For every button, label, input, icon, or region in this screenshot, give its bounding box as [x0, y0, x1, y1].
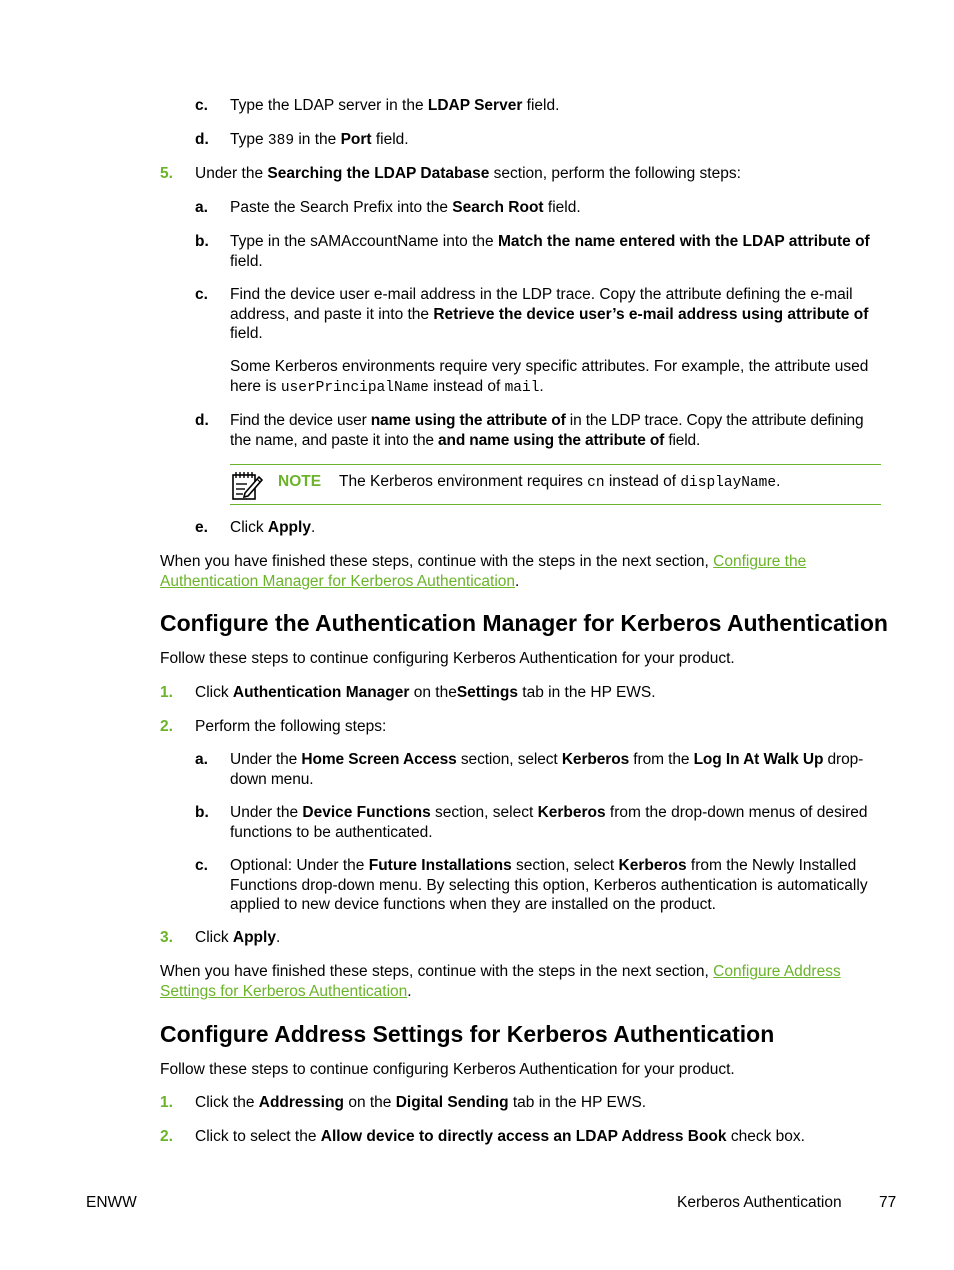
step-text: Under the Home Screen Access section, select Kerberos from the Log In At Walk Up drop-down menu.	[230, 751, 864, 788]
step-text: Perform the following steps:	[195, 718, 387, 735]
step-label: a.	[195, 199, 208, 216]
section-heading: Configure the Authentication Manager for Kerberos Authentication	[160, 610, 888, 636]
step-number: 3.	[160, 929, 173, 946]
step-text: Click the Addressing on the Digital Sending tab in the HP EWS.	[195, 1094, 647, 1111]
step-number: 5.	[160, 165, 173, 182]
step-label: c.	[195, 97, 208, 114]
continue-paragraph: When you have finished these steps, continue with the steps in the next section, Configure Address Settings for Kerberos Authentication.	[160, 963, 841, 1000]
step-paragraph: Some Kerberos environments require very specific attributes. For example, the attribute used here is userPrincipalName instead of mail.	[230, 358, 869, 396]
step-text: Click to select the Allow device to directly access an LDAP Address Book check box.	[195, 1128, 805, 1145]
step-text: Type in the sAMAccountName into the Match the name entered with the LDAP attribute of field.	[230, 233, 870, 270]
footer-left: ENWW	[86, 1194, 137, 1211]
step-text: Find the device user e-mail address in the LDP trace. Copy the attribute defining the e-mail address, and paste it into the Retrieve the device user’s e-mail address using attribute of field.	[230, 286, 869, 342]
note-label: NOTE	[278, 473, 322, 490]
step-text: Click Apply.	[230, 519, 316, 536]
step-text: Paste the Search Prefix into the Search Root field.	[230, 199, 581, 216]
note-text: The Kerberos environment requires cn instead of displayName.	[339, 473, 781, 491]
section-intro: Follow these steps to continue configuring Kerberos Authentication for your product.	[160, 650, 735, 667]
step-text: Type the LDAP server in the LDAP Server field.	[230, 97, 560, 114]
step-label: e.	[195, 519, 208, 536]
section-link-address-settings[interactable]: Configure Address Settings for Kerberos Authentication	[160, 963, 841, 1000]
step-label: b.	[195, 804, 209, 821]
step-number: 1.	[160, 684, 173, 701]
step-label: a.	[195, 751, 208, 768]
step-number: 2.	[160, 1128, 173, 1145]
step-text: Click Authentication Manager on theSettings tab in the HP EWS.	[195, 684, 656, 701]
step-text: Click Apply.	[195, 929, 281, 946]
section-intro: Follow these steps to continue configuring Kerberos Authentication for your product.	[160, 1061, 735, 1078]
step-label: d.	[195, 131, 209, 148]
step-label: c.	[195, 857, 208, 874]
page-number: 77	[879, 1194, 897, 1211]
note-pencil-icon	[230, 468, 264, 502]
continue-paragraph: When you have finished these steps, continue with the steps in the next section, Configure the Authentication Manager for Kerberos Authentication.	[160, 553, 807, 590]
section-heading: Configure Address Settings for Kerberos Authentication	[160, 1021, 775, 1047]
step-text: Under the Searching the LDAP Database section, perform the following steps:	[195, 165, 741, 182]
step-text: Find the device user name using the attribute of in the LDP trace. Copy the attribute defining the name, and paste it into the and name using the attribute of field.	[230, 412, 864, 449]
step-number: 2.	[160, 718, 173, 735]
footer-section-title: Kerberos Authentication	[677, 1194, 842, 1211]
note-box	[230, 464, 881, 505]
section-link-auth-manager[interactable]: Configure the Authentication Manager for Kerberos Authentication	[160, 553, 807, 590]
step-label: b.	[195, 233, 209, 250]
step-text: Optional: Under the Future Installations section, select Kerberos from the Newly Installed Functions drop-down menu. By selecting this option, Kerberos authentication is automatically applied to new device functions when they are installed on the product.	[230, 857, 868, 913]
step-label: c.	[195, 286, 208, 303]
step-text: Under the Device Functions section, select Kerberos from the drop-down menus of desired functions to be authenticated.	[230, 804, 868, 841]
step-number: 1.	[160, 1094, 173, 1111]
step-label: d.	[195, 412, 209, 429]
step-text: Type 389 in the Port field.	[230, 131, 409, 149]
